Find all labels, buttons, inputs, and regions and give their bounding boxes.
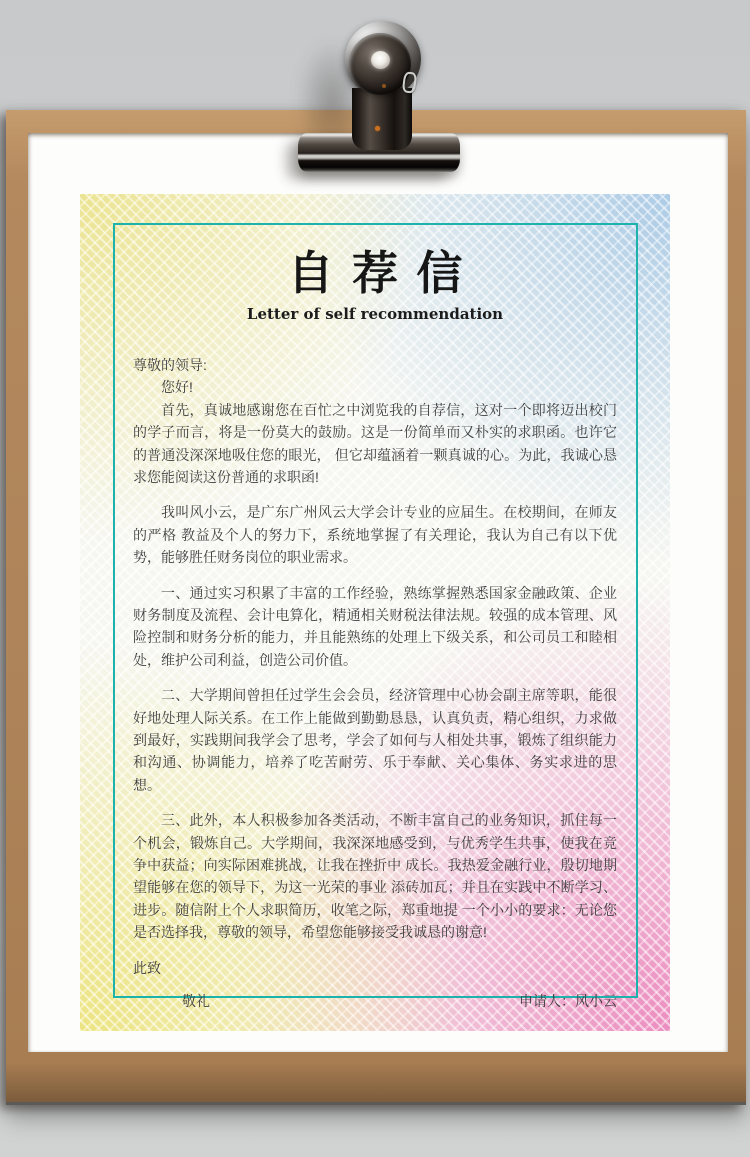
letter-title: 自荐信 xyxy=(287,246,481,300)
letter-body xyxy=(133,354,617,1013)
closing-line: 此致 xyxy=(133,959,161,976)
greeting-line: 您好! xyxy=(161,379,193,396)
signature-line: 申请人：风小云 xyxy=(519,993,617,1010)
paragraph-point-3: 三、此外，本人积极参加各类活动，不断丰富自己的业务知识，抓住每一个机会，锻炼自己。大学期间，我深深地感受到，与优秀学生共事，使我在竞争中获益；向实际困难挑战，让我在挫折中 成长。我热爱金融行业，殷切地期望能够在您的领导下，为这一光荣的事业 添砖加瓦；并且在实践中不断学习、进步。随信附上个人求职简历，收笔之际，郑重地提 一个小小的要求：无论您是否选择我，尊敬的领导，希望您能够接受我诚恳的谢意! xyxy=(133,812,617,941)
paragraph-point-2: 二、大学期间曾担任过学生会会员，经济管理中心协会副主席等职，能很好地处理人际关系。在工作上能做到勤勤恳恳，认真负责，精心组织，力求做到最好，实践期间我学会了思考，学会了如何与人相处共事，锻炼了组织能力和沟通、协调能力，培养了吃苦耐劳、乐于奉献、关心集体、务实求进的思想。 xyxy=(133,687,617,793)
paragraph-intro: 首先，真诚地感谢您在百忙之中浏览我的自荐信，这对一个即将迈出校门的学子而言，将是一份莫大的鼓励。这是一份简单而又朴实的求职函。也许它的普通没深深地吸住您的眼光， 但它却蕴涵着一颗真诚的心。为此，我诚心恳求您能阅读这份普通的求职函! xyxy=(133,401,617,485)
paragraph-point-1: 一、通过实习积累了丰富的工作经验，熟练掌握熟悉国家金融政策、企业财务制度及流程、会计电算化，精通相关财税法律法规。较强的成本管理、风险控制和财务分析的能力，并且能熟练的处理上下级关系，和公司员工和睦相处，维护公司利益，创造公司价值。 xyxy=(133,584,617,668)
letter-content xyxy=(133,223,617,1012)
clip-hole xyxy=(371,51,390,69)
clip-back-disc xyxy=(345,21,421,97)
salutation-line: 尊敬的领导: xyxy=(133,356,207,373)
letter-paper xyxy=(80,194,670,1031)
clip-glint-small xyxy=(382,84,386,88)
signature-row xyxy=(133,990,617,1012)
salute-line: 敬礼 xyxy=(182,993,210,1010)
clip-latch xyxy=(402,71,418,94)
backing-sheet xyxy=(28,133,728,1052)
clip-head xyxy=(349,33,411,95)
clipboard xyxy=(6,110,746,1105)
paragraph-self-intro: 我叫风小云，是广东广州风云大学会计专业的应届生。在校期间，在师友的严格 教益及个人的努力下，系统地掌握了有关理论，我认为自己有以下优势，能够胜任财务岗位的职业需求。 xyxy=(133,504,617,566)
letter-subtitle: Letter of self recommendation xyxy=(246,304,504,323)
